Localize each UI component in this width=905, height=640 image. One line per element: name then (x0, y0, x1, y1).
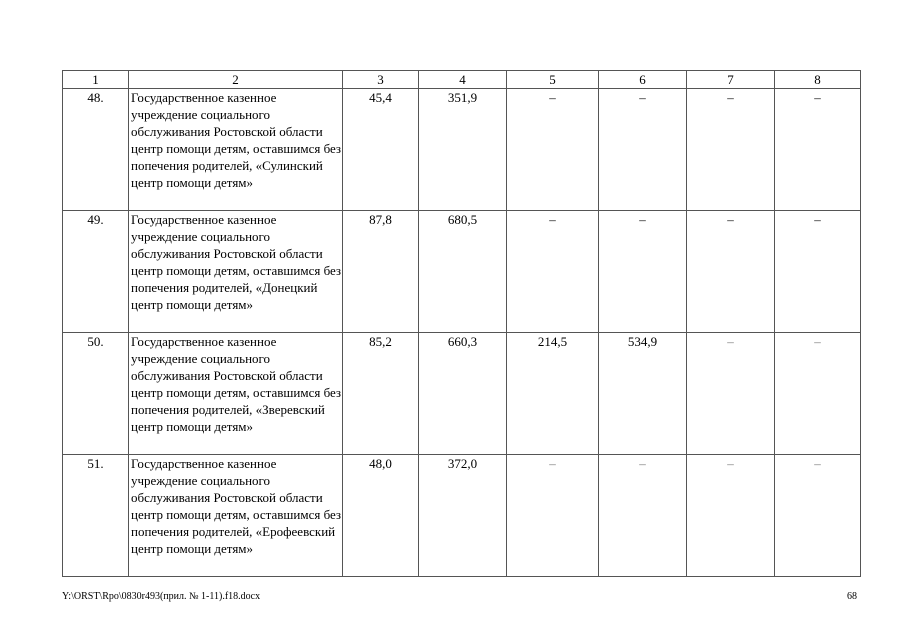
table-row (63, 333, 861, 455)
column-header: 1 (63, 71, 129, 89)
column-header: 7 (687, 71, 775, 89)
column-header: 6 (599, 71, 687, 89)
cell-col4: 680,5 (419, 211, 507, 333)
cell-col3: 45,4 (343, 89, 419, 211)
row-number: 50. (63, 333, 129, 455)
data-table (62, 70, 861, 577)
cell-col4: 351,9 (419, 89, 507, 211)
table-row (63, 89, 861, 211)
cell-col6: – (599, 211, 687, 333)
institution-name: Государственное казенное учреждение социального обслуживания Ростовской области центр помощи детям, оставшимся без попечения родителей, «Донецкий центр помощи детям» (129, 211, 343, 333)
cell-col8: – (775, 455, 861, 577)
cell-col4: 660,3 (419, 333, 507, 455)
cell-col8: – (775, 89, 861, 211)
column-header: 5 (507, 71, 599, 89)
footer-file-path: Y:\ORST\Rpo\0830r493(прил. № 1-11).f18.docx (62, 591, 261, 602)
column-header: 4 (419, 71, 507, 89)
page-number: 68 (847, 591, 857, 602)
row-number: 48. (63, 89, 129, 211)
cell-col3: 48,0 (343, 455, 419, 577)
column-header: 3 (343, 71, 419, 89)
cell-col6: 534,9 (599, 333, 687, 455)
cell-col7: – (687, 211, 775, 333)
institution-name: Государственное казенное учреждение социального обслуживания Ростовской области центр помощи детям, оставшимся без попечения родителей, «Сулинский центр помощи детям» (129, 89, 343, 211)
cell-col7: – (687, 89, 775, 211)
cell-col6: – (599, 89, 687, 211)
table-row (63, 455, 861, 577)
table-header-row (63, 71, 861, 89)
column-header: 2 (129, 71, 343, 89)
cell-col8: – (775, 333, 861, 455)
cell-col6: – (599, 455, 687, 577)
column-header: 8 (775, 71, 861, 89)
row-number: 51. (63, 455, 129, 577)
institution-name: Государственное казенное учреждение социального обслуживания Ростовской области центр помощи детям, оставшимся без попечения родителей, «Ерофеевский центр помощи детям» (129, 455, 343, 577)
cell-col5: – (507, 89, 599, 211)
cell-col3: 87,8 (343, 211, 419, 333)
institution-name: Государственное казенное учреждение социального обслуживания Ростовской области центр помощи детям, оставшимся без попечения родителей, «Зверевский центр помощи детям» (129, 333, 343, 455)
row-number: 49. (63, 211, 129, 333)
cell-col5: – (507, 211, 599, 333)
table-row (63, 211, 861, 333)
cell-col4: 372,0 (419, 455, 507, 577)
cell-col7: – (687, 455, 775, 577)
cell-col3: 85,2 (343, 333, 419, 455)
cell-col5: – (507, 455, 599, 577)
cell-col7: – (687, 333, 775, 455)
cell-col8: – (775, 211, 861, 333)
cell-col5: 214,5 (507, 333, 599, 455)
